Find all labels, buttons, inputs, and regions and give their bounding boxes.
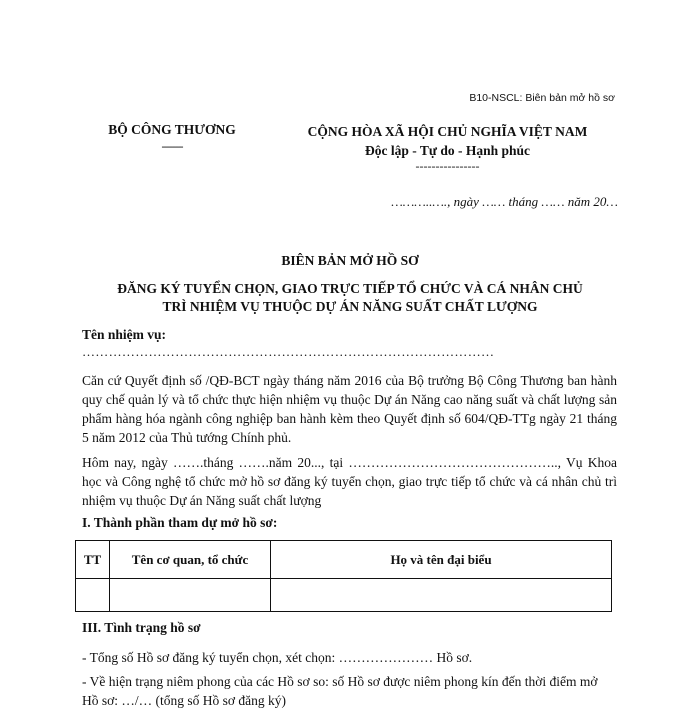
meeting-paragraph: Hôm nay, ngày …….tháng …….năm 20..., tại ……………………………………….., Vụ Khoa học và Công nghệ tổ chức mở hồ sơ đăng ký tuyển chọn, giao trực tiếp tổ chức và cá nhân chủ trì nhiệm vụ thuộc Dự án Năng suất chất lượng	[82, 455, 617, 508]
legal-basis-paragraph: Căn cứ Quyết định số /QĐ-BCT ngày tháng năm 2016 của Bộ trưởng Bộ Công Thương ban hành quy chế quản lý và tổ chức thực hiện nhiệm vụ thuộc Dự án Năng cao năng suất và chất lượng sản phẩm hàng hóa ngành công nghiệp ban hành kèm theo Quyết định số 604/QĐ-TTg ngày 21 tháng 5 năm 2012 của Thủ tướng Chính phủ.	[82, 373, 617, 445]
header-tt: TT	[76, 541, 110, 579]
cell-tt	[76, 579, 110, 612]
national-divider: ----------------	[415, 159, 480, 173]
section-status-title: III. Tình trạng hồ sơ	[82, 620, 201, 635]
task-dots: …………………………………………………………………………………	[82, 344, 495, 359]
national-header	[285, 122, 610, 172]
seal-status-line: - Về hiện trạng niêm phong của các Hồ sơ so: số Hồ sơ được niêm phong kín đến thời điểm mở Hồ sơ: …/… (tổng số Hồ sơ đăng ký)	[82, 674, 598, 708]
document-title: BIÊN BẢN MỞ HỒ SƠ	[281, 253, 419, 268]
subtitle-line-2: TRÌ NHIỆM VỤ THUỘC DỰ ÁN NĂNG SUẤT CHẤT LƯỢNG	[162, 299, 538, 314]
date-line: ………..…., ngày …… tháng …… năm 20…	[391, 194, 618, 209]
table-header-row	[76, 541, 612, 579]
table-row	[76, 579, 612, 612]
participants-table	[75, 540, 612, 612]
header-organization: Tên cơ quan, tổ chức	[110, 541, 271, 579]
cell-organization	[110, 579, 271, 612]
section-participants-title: I. Thành phần tham dự mở hồ sơ:	[82, 515, 278, 530]
national-motto: CỘNG HÒA XÃ HỘI CHỦ NGHĨA VIỆT NAM	[307, 124, 588, 139]
cell-representative	[271, 579, 612, 612]
task-label: Tên nhiệm vụ:	[82, 327, 167, 342]
national-slogan: Độc lập - Tự do - Hạnh phúc	[364, 143, 531, 158]
total-dossiers-line: - Tổng số Hồ sơ đăng ký tuyển chọn, xét chọn: ………………… Hồ sơ.	[82, 650, 473, 665]
ministry-name: BỘ CÔNG THƯƠNG	[108, 122, 236, 137]
ministry-divider: -------	[161, 139, 183, 153]
form-code: B10-NSCL: Biên bản mở hồ sơ	[469, 92, 615, 104]
document-subtitle	[80, 280, 620, 316]
header-representative: Họ và tên đại biểu	[271, 541, 612, 579]
ministry-header	[102, 122, 242, 154]
subtitle-line-1: ĐĂNG KÝ TUYỂN CHỌN, GIAO TRỰC TIẾP TỔ CHỨC VÀ CÁ NHÂN CHỦ	[117, 281, 583, 296]
